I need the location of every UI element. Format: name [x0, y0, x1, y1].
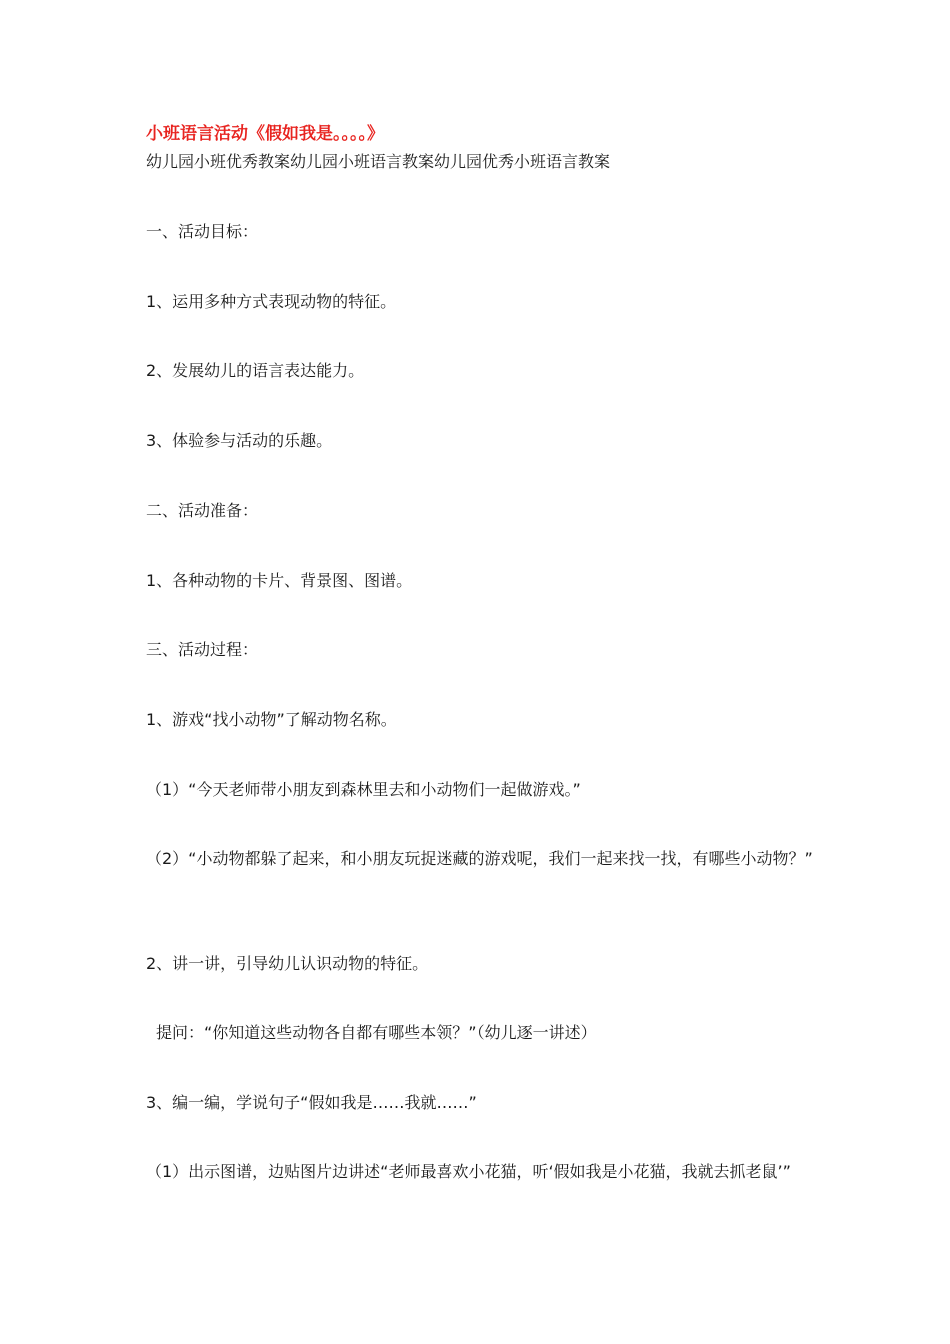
process-step-2: 2、讲一讲，引导幼儿认识动物的特征。	[146, 954, 429, 973]
process-step-1: 1、游戏“找小动物”了解动物名称。	[146, 710, 397, 729]
section-heading-goals: 一、活动目标：	[146, 222, 259, 241]
goal-item-3: 3、体验参与活动的乐趣。	[146, 431, 333, 450]
process-step-3-sub-1: （1）出示图谱，边贴图片边讲述“老师最喜欢小花猫，听‘假如我是小花猫，我就去抓老鼠’”	[146, 1162, 791, 1181]
preparation-item-1: 1、各种动物的卡片、背景图、图谱。	[146, 571, 413, 590]
section-heading-preparation: 二、活动准备：	[146, 501, 259, 520]
document-title: 小班语言活动《假如我是。。。。》	[146, 124, 384, 144]
process-step-1-sub-1: （1）“今天老师带小朋友到森林里去和小动物们一起做游戏。”	[146, 780, 581, 799]
process-step-1-sub-2: （2）“小动物都躲了起来，和小朋友玩捉迷藏的游戏呢，我们一起来找一找，有哪些小动物？”	[146, 849, 813, 868]
process-step-3: 3、编一编，学说句子“假如我是……我就……”	[146, 1093, 477, 1112]
section-heading-process: 三、活动过程：	[146, 640, 259, 659]
goal-item-1: 1、运用多种方式表现动物的特征。	[146, 292, 397, 311]
document-subtitle: 幼儿园小班优秀教案幼儿园小班语言教案幼儿园优秀小班语言教案	[146, 152, 611, 171]
process-step-2-question: 提问：“你知道这些动物各自都有哪些本领？”（幼儿逐一讲述）	[156, 1023, 597, 1042]
goal-item-2: 2、发展幼儿的语言表达能力。	[146, 361, 365, 380]
